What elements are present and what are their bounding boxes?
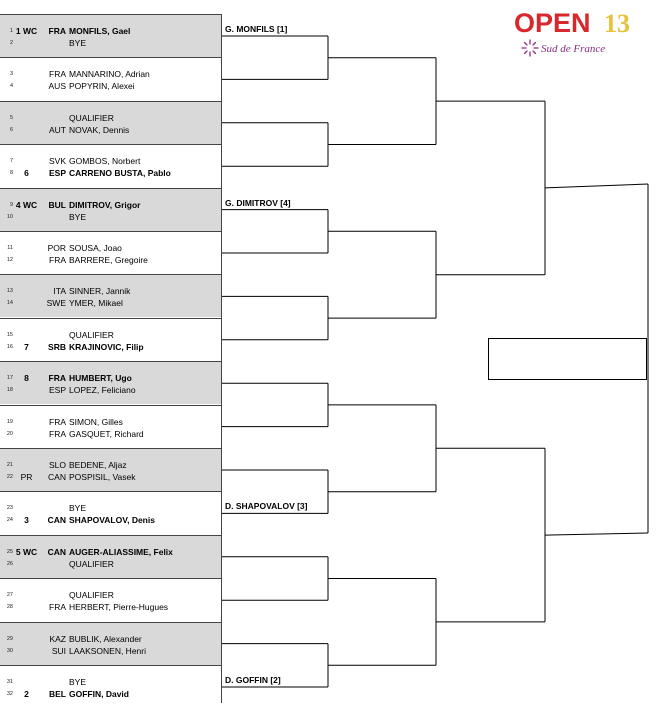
- country-code: CAN: [47, 546, 66, 557]
- seed: 7: [24, 341, 29, 352]
- logo-emblem: 13: [604, 9, 630, 38]
- draw-position: 21: [6, 462, 13, 468]
- winner-box: [488, 338, 647, 380]
- draw-position: 30: [6, 647, 13, 654]
- draw-position: 23: [6, 505, 13, 512]
- country-code: KAZ: [49, 633, 66, 644]
- country-code: FRA: [49, 255, 66, 265]
- country-code: FRA: [49, 416, 66, 427]
- country-code: SLO: [48, 460, 66, 470]
- country-code: FRA: [49, 602, 66, 613]
- draw-position: 28: [6, 604, 13, 611]
- country-code: FRA: [49, 428, 66, 439]
- player-name: HERBERT, Pierre-Hugues: [69, 602, 169, 613]
- advancer-label: G. MONFILS [1]: [225, 24, 288, 34]
- player-name: MONFILS, Gael: [69, 26, 131, 36]
- player-name: LAAKSONEN, Henri: [69, 645, 146, 656]
- draw-position: 3: [9, 71, 13, 78]
- draw-position: 2: [9, 40, 13, 46]
- country-code: BEL: [49, 689, 66, 699]
- player-name: LOPEZ, Feliciano: [69, 385, 136, 396]
- country-code: CAN: [47, 515, 66, 526]
- player-name: SIMON, Gilles: [69, 416, 123, 427]
- player-name: BARRERE, Gregoire: [69, 255, 148, 265]
- player-name: YMER, Mikael: [69, 298, 123, 309]
- country-code: FRA: [48, 373, 66, 384]
- country-code: SWE: [46, 298, 66, 309]
- draw-position: 26: [6, 560, 13, 567]
- seed: 4 WC: [15, 199, 38, 210]
- draw-position: 16: [6, 343, 13, 350]
- player-name: SOUSA, Joao: [69, 243, 122, 253]
- draw-position: 10: [6, 213, 13, 220]
- player-name: POSPISIL, Vasek: [69, 472, 136, 482]
- draw-position: 24: [6, 517, 13, 524]
- draw-position: 7: [9, 158, 13, 165]
- draw-position: 5: [9, 114, 13, 121]
- player-name: GASQUET, Richard: [69, 428, 144, 439]
- player-name: QUALIFIER: [69, 590, 114, 601]
- draw-position: 22: [6, 474, 13, 480]
- player-name: NOVAK, Dennis: [69, 124, 130, 135]
- player-name: DIMITROV, Grigor: [69, 199, 141, 210]
- draw-position: 19: [6, 418, 13, 425]
- bracket-line: [545, 533, 648, 535]
- player-name: SINNER, Jannik: [69, 286, 131, 297]
- player-name: QUALIFIER: [69, 558, 114, 569]
- country-code: FRA: [48, 26, 66, 36]
- seed: 5 WC: [15, 546, 38, 557]
- player-name: BYE: [69, 38, 87, 48]
- country-code: SUI: [51, 645, 66, 656]
- draw-position: 6: [9, 126, 13, 133]
- player-name: QUALIFIER: [69, 112, 114, 123]
- draw-position: 12: [6, 257, 13, 263]
- player-name: QUALIFIER: [69, 329, 114, 340]
- country-code: AUT: [49, 124, 66, 135]
- seed: 2: [24, 689, 29, 699]
- draw-position: 27: [6, 592, 13, 599]
- draw-position: 4: [9, 83, 13, 90]
- player-name: BEDENE, Aljaz: [69, 460, 127, 470]
- draw-position: 1: [9, 28, 13, 34]
- draw-position: 32: [6, 691, 13, 697]
- seed: PR: [20, 472, 33, 482]
- draw-position: 31: [6, 679, 13, 685]
- player-name: BYE: [69, 677, 87, 687]
- logo-text: OPEN: [514, 8, 591, 38]
- player-name: GOMBOS, Norbert: [69, 156, 141, 167]
- player-name: CARRENO BUSTA, Pablo: [69, 168, 171, 179]
- country-code: CAN: [48, 472, 66, 482]
- country-code: SRB: [48, 341, 66, 352]
- advancer-label: D. SHAPOVALOV [3]: [225, 501, 308, 512]
- country-code: ESP: [48, 385, 66, 396]
- player-name: POPYRIN, Alexei: [69, 81, 135, 92]
- player-name: KRAJINOVIC, Filip: [69, 341, 144, 352]
- draw-position: 13: [6, 288, 13, 295]
- player-name: BYE: [69, 503, 87, 514]
- country-code: BUL: [48, 199, 66, 210]
- draw-position: 9: [9, 201, 13, 208]
- player-name: BYE: [69, 211, 87, 222]
- draw-position: 17: [6, 375, 13, 382]
- draw-position: 11: [7, 245, 13, 251]
- player-name: SHAPOVALOV, Denis: [69, 515, 155, 526]
- player-name: AUGER-ALIASSIME, Felix: [69, 546, 173, 557]
- country-code: AUS: [48, 81, 66, 92]
- player-name: HUMBERT, Ugo: [69, 373, 132, 384]
- country-code: ITA: [53, 286, 66, 297]
- tournament-logo: [514, 6, 644, 58]
- seed: 1 WC: [15, 26, 38, 36]
- draw-position: 20: [6, 430, 13, 437]
- bracket-line: [545, 184, 648, 188]
- advancer-label: G. DIMITROV [4]: [225, 197, 291, 208]
- logo-subtitle: Sud de France: [541, 43, 606, 55]
- draw-position: 8: [9, 170, 13, 177]
- advancer-label: D. GOFFIN [2]: [225, 675, 281, 685]
- player-name: MANNARINO, Adrian: [69, 69, 150, 80]
- sun-icon: [522, 40, 538, 56]
- draw-position: 29: [6, 635, 13, 642]
- country-code: SVK: [48, 156, 66, 167]
- draw-position: 18: [6, 387, 13, 394]
- player-name: GOFFIN, David: [69, 689, 129, 699]
- player-name: BUBLIK, Alexander: [69, 633, 142, 644]
- country-code: POR: [47, 243, 66, 253]
- seed: 6: [24, 168, 29, 179]
- country-code: FRA: [49, 69, 66, 80]
- country-code: ESP: [48, 168, 66, 179]
- draw-position: 15: [6, 331, 13, 338]
- draw-position: 14: [6, 300, 13, 307]
- seed: 8: [24, 373, 29, 384]
- draw-position: 25: [6, 548, 13, 555]
- seed: 3: [24, 515, 29, 526]
